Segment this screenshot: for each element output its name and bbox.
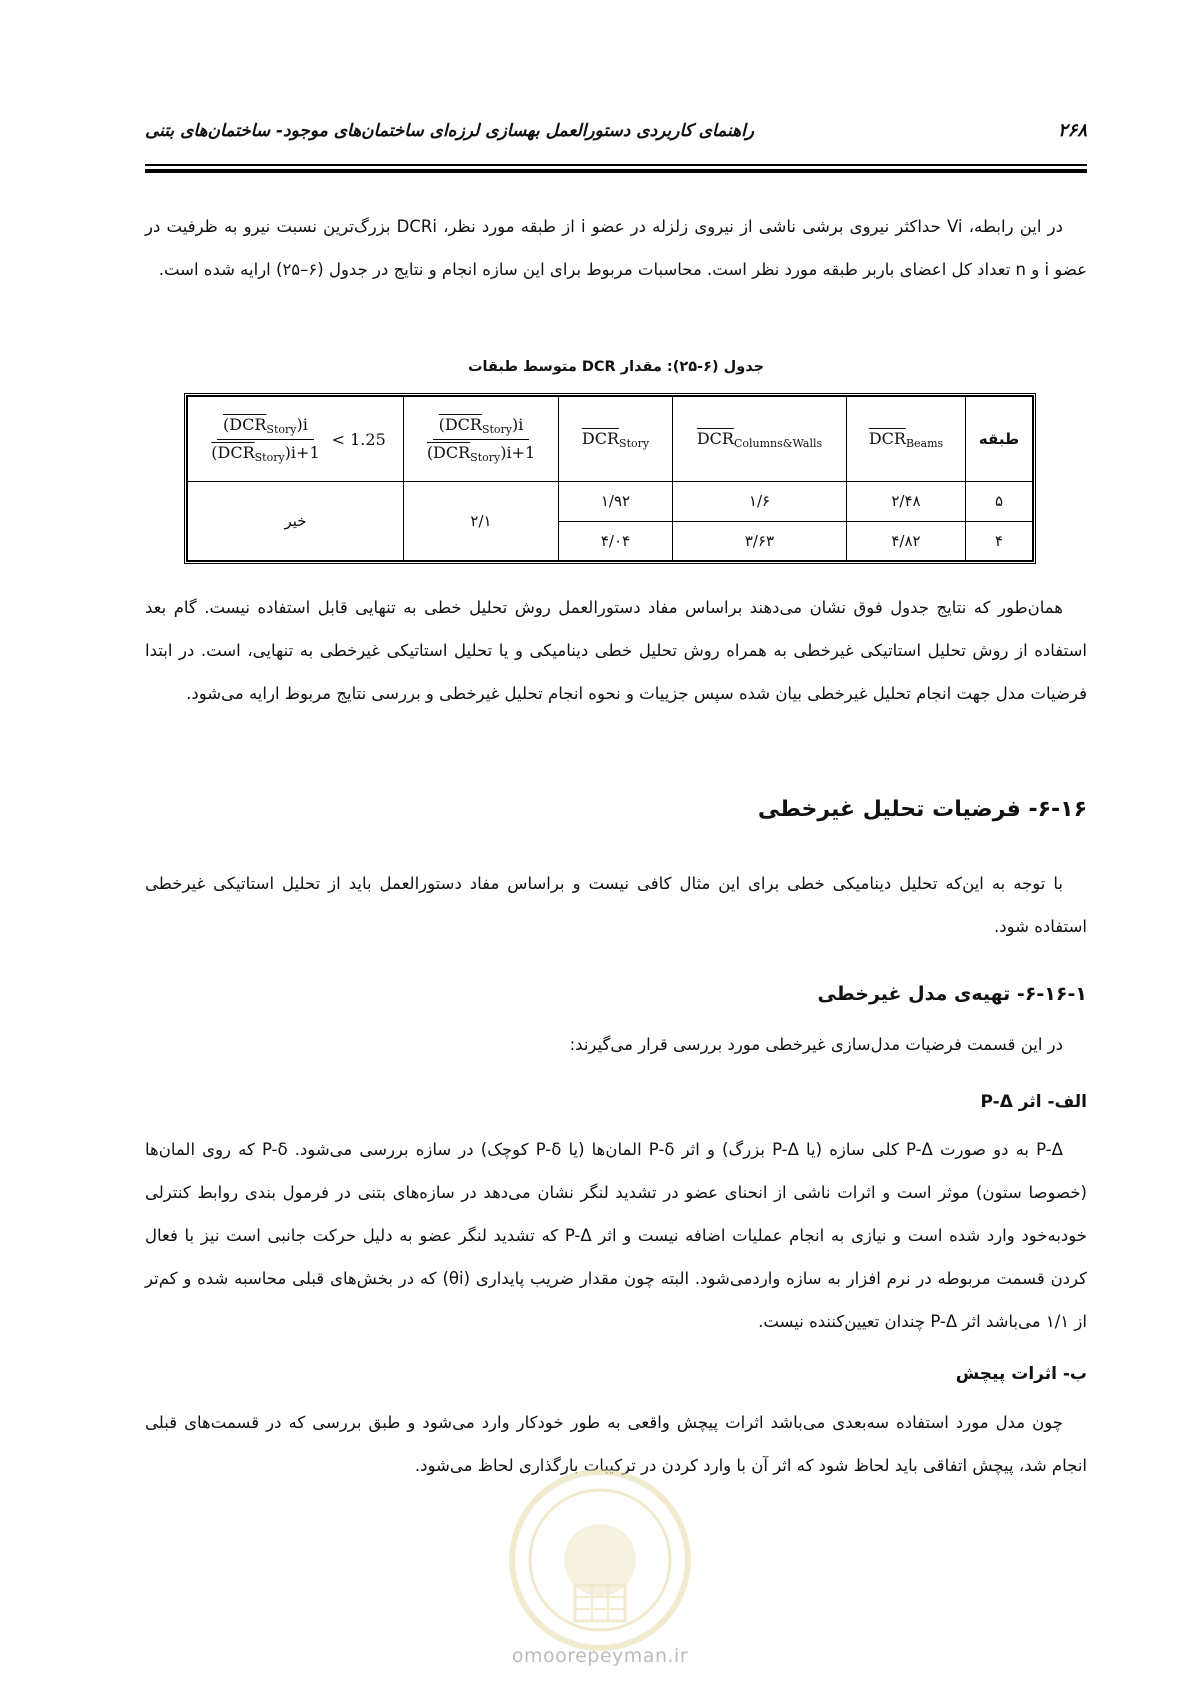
table-row: [188, 482, 1033, 522]
intro-paragraph: [145, 205, 1087, 291]
subsection-heading: ۶-۱۶-۱- تهیه‌ی مدل غیرخطی: [817, 983, 1087, 1005]
section-text: با توجه به این‌که تحلیل دینامیکی خطی برای این مثال کافی نیست و براساس مفاد دستورالعمل باید از تحلیل استاتیکی غیرخطی استفاده شود.: [145, 874, 1087, 936]
watermark-url: omoorepeyman.ir: [511, 1645, 689, 1667]
dcr-table-frame: [184, 393, 1036, 564]
page-header: [145, 118, 1087, 158]
header-beams: [847, 397, 966, 482]
ratio-fraction: [421, 415, 541, 464]
row4-story-dcr: ۴/۰۴: [559, 521, 673, 561]
ratio-den-symbol: (DCR: [426, 442, 471, 462]
check-num-symbol: (DCR: [223, 414, 267, 434]
torsion-text: چون مدل مورد استفاده سه‌بعدی می‌باشد اثرات پیچش واقعی به طور خودکار وارد می‌شود و طبق بررسی که در قسمت‌های قبلی انجام شد، پیچش اتفاقی باید لحاظ شود که اثر آن با وارد کردن در ترکیبات بارگذاری لحاظ می‌شود.: [145, 1413, 1087, 1475]
beams-dcr-symbol: $\overline{DCR}$: [868, 428, 906, 448]
row5-cols: ۱/۶: [673, 482, 847, 522]
subsection-intro-text: در این قسمت فرضیات مدل‌سازی غیرخطی مورد بررسی قرار می‌گیرند:: [569, 1035, 1063, 1054]
table-caption: جدول (۶-۲۵): مقدار DCR متوسط طبقات: [467, 359, 765, 375]
row4-cols: ۳/۶۳: [673, 521, 847, 561]
item-b-heading: ب- اثرات پیچش: [955, 1364, 1087, 1384]
p-delta-paragraph: [145, 1128, 1087, 1343]
check-den-index: )i+1: [284, 442, 320, 462]
check-den-symbol: (DCR: [211, 442, 255, 462]
header-story-dcr: [559, 397, 673, 482]
check-fraction: [205, 415, 325, 464]
check-num-sub: Story: [266, 422, 297, 436]
story-dcr-symbol: $\overline{DCR}$: [581, 428, 620, 448]
row5-beams: ۲/۴۸: [847, 482, 966, 522]
section-paragraph: [145, 862, 1087, 948]
story-subscript: Story: [619, 436, 650, 450]
row5-story-dcr: ۱/۹۲: [559, 482, 673, 522]
check-threshold: < 1.25: [331, 429, 386, 449]
header-story: طبقه: [966, 397, 1033, 482]
section-heading: ۶-۱۶- فرضیات تحلیل غیرخطی: [757, 797, 1087, 822]
header-ratio-check: [188, 397, 404, 482]
cols-subscript: Columns&Walls: [733, 436, 823, 450]
row4-story: ۴: [966, 521, 1033, 561]
header-rule-thin: [145, 164, 1087, 166]
p-delta-text: P-Δ به دو صورت P-Δ کلی سازه (یا P-Δ بزرگ) و اثر P-δ المان‌ها (یا P-δ کوچک) در سازه بررسی می‌شود. P-δ که روی المان‌ها (خصوصا ستون) موثر است و اثرات ناشی از انحنای عضو در تشدید لنگر نشان می‌دهد در سازه‌های بتنی در فرمول بندی روابط کنترلی خودبه‌خود وارد شده است و نیازی به انجام عملیات اضافه نیست و اثر P-Δ که تشدید لنگر عضو به دلیل حرکت جانبی است نیز با فعال کردن قسمت مربوطه در نرم افزار به سازه واردمی‌شود. البته چون مقدار ضریب پایداری (θi) که در بخش‌های قبلی محاسبه شده و کم‌تر از ۱/۱ می‌باشد اثر P-Δ چندان تعیین‌کننده نیست.: [145, 1140, 1087, 1331]
running-title: راهنمای کاربردی دستورالعمل بهسازی لرزه‌ای ساختمان‌های موجود- ساختمان‌های بتنی: [145, 121, 755, 141]
beams-subscript: Beams: [905, 436, 944, 450]
ratio-den-sub: Story: [470, 450, 501, 464]
ratio-num-symbol: (DCR: [438, 414, 482, 434]
subsection-intro: [145, 1023, 1087, 1066]
results-text: همان‌طور که نتایج جدول فوق نشان می‌دهند براساس مفاد دستورالعمل روش تحلیل خطی به تنهایی قابل استفاده نیست. گام بعد استفاده از روش تحلیل استاتیکی غیرخطی به همراه روش تحلیل خطی دینامیکی و یا تحلیل استاتیکی غیرخطی به تنهایی، است. در ابتدا فرضیات مدل جهت انجام تحلیل غیرخطی بیان شده سپس جزییات و نحوه انجام تحلیل غیرخطی و بررسی نتایج مربوط ارایه می‌شود.: [145, 598, 1087, 703]
intro-text: در این رابطه، Vi حداکثر نیروی برشی ناشی از نیروی زلزله در عضو i از طبقه مورد نظر، DCRi بزرگ‌ترین نسبت نیرو به ظرفیت در عضو i و n تعداد کل اعضای باربر طبقه مورد نظر است. محاسبات مربوط برای این سازه انجام و نتایج در جدول (۶–۲۵) ارایه شده است.: [145, 217, 1087, 279]
row5-story: ۵: [966, 482, 1033, 522]
ratio-value: ۲/۱: [404, 482, 559, 561]
page-number: ۲۶۸: [1057, 120, 1087, 141]
check-value: خیر: [188, 482, 404, 561]
ratio-den-index: )i+1: [500, 442, 536, 462]
row4-beams: ۴/۸۲: [847, 521, 966, 561]
ratio-num-index: )i: [512, 414, 524, 434]
cols-dcr-symbol: $\overline{DCR}$: [696, 428, 734, 448]
item-a-heading: الف- اثر P-Δ: [980, 1092, 1087, 1112]
check-den-sub: Story: [254, 450, 285, 464]
table-header-row: [188, 397, 1033, 482]
check-num-index: )i: [296, 414, 308, 434]
dcr-table: [187, 396, 1033, 561]
header-rule-thick: [145, 169, 1087, 173]
header-story-ratio: [404, 397, 559, 482]
watermark-seal-icon: [505, 1465, 695, 1655]
header-columns-walls: [673, 397, 847, 482]
ratio-num-sub: Story: [481, 422, 513, 436]
results-paragraph: [145, 586, 1087, 715]
